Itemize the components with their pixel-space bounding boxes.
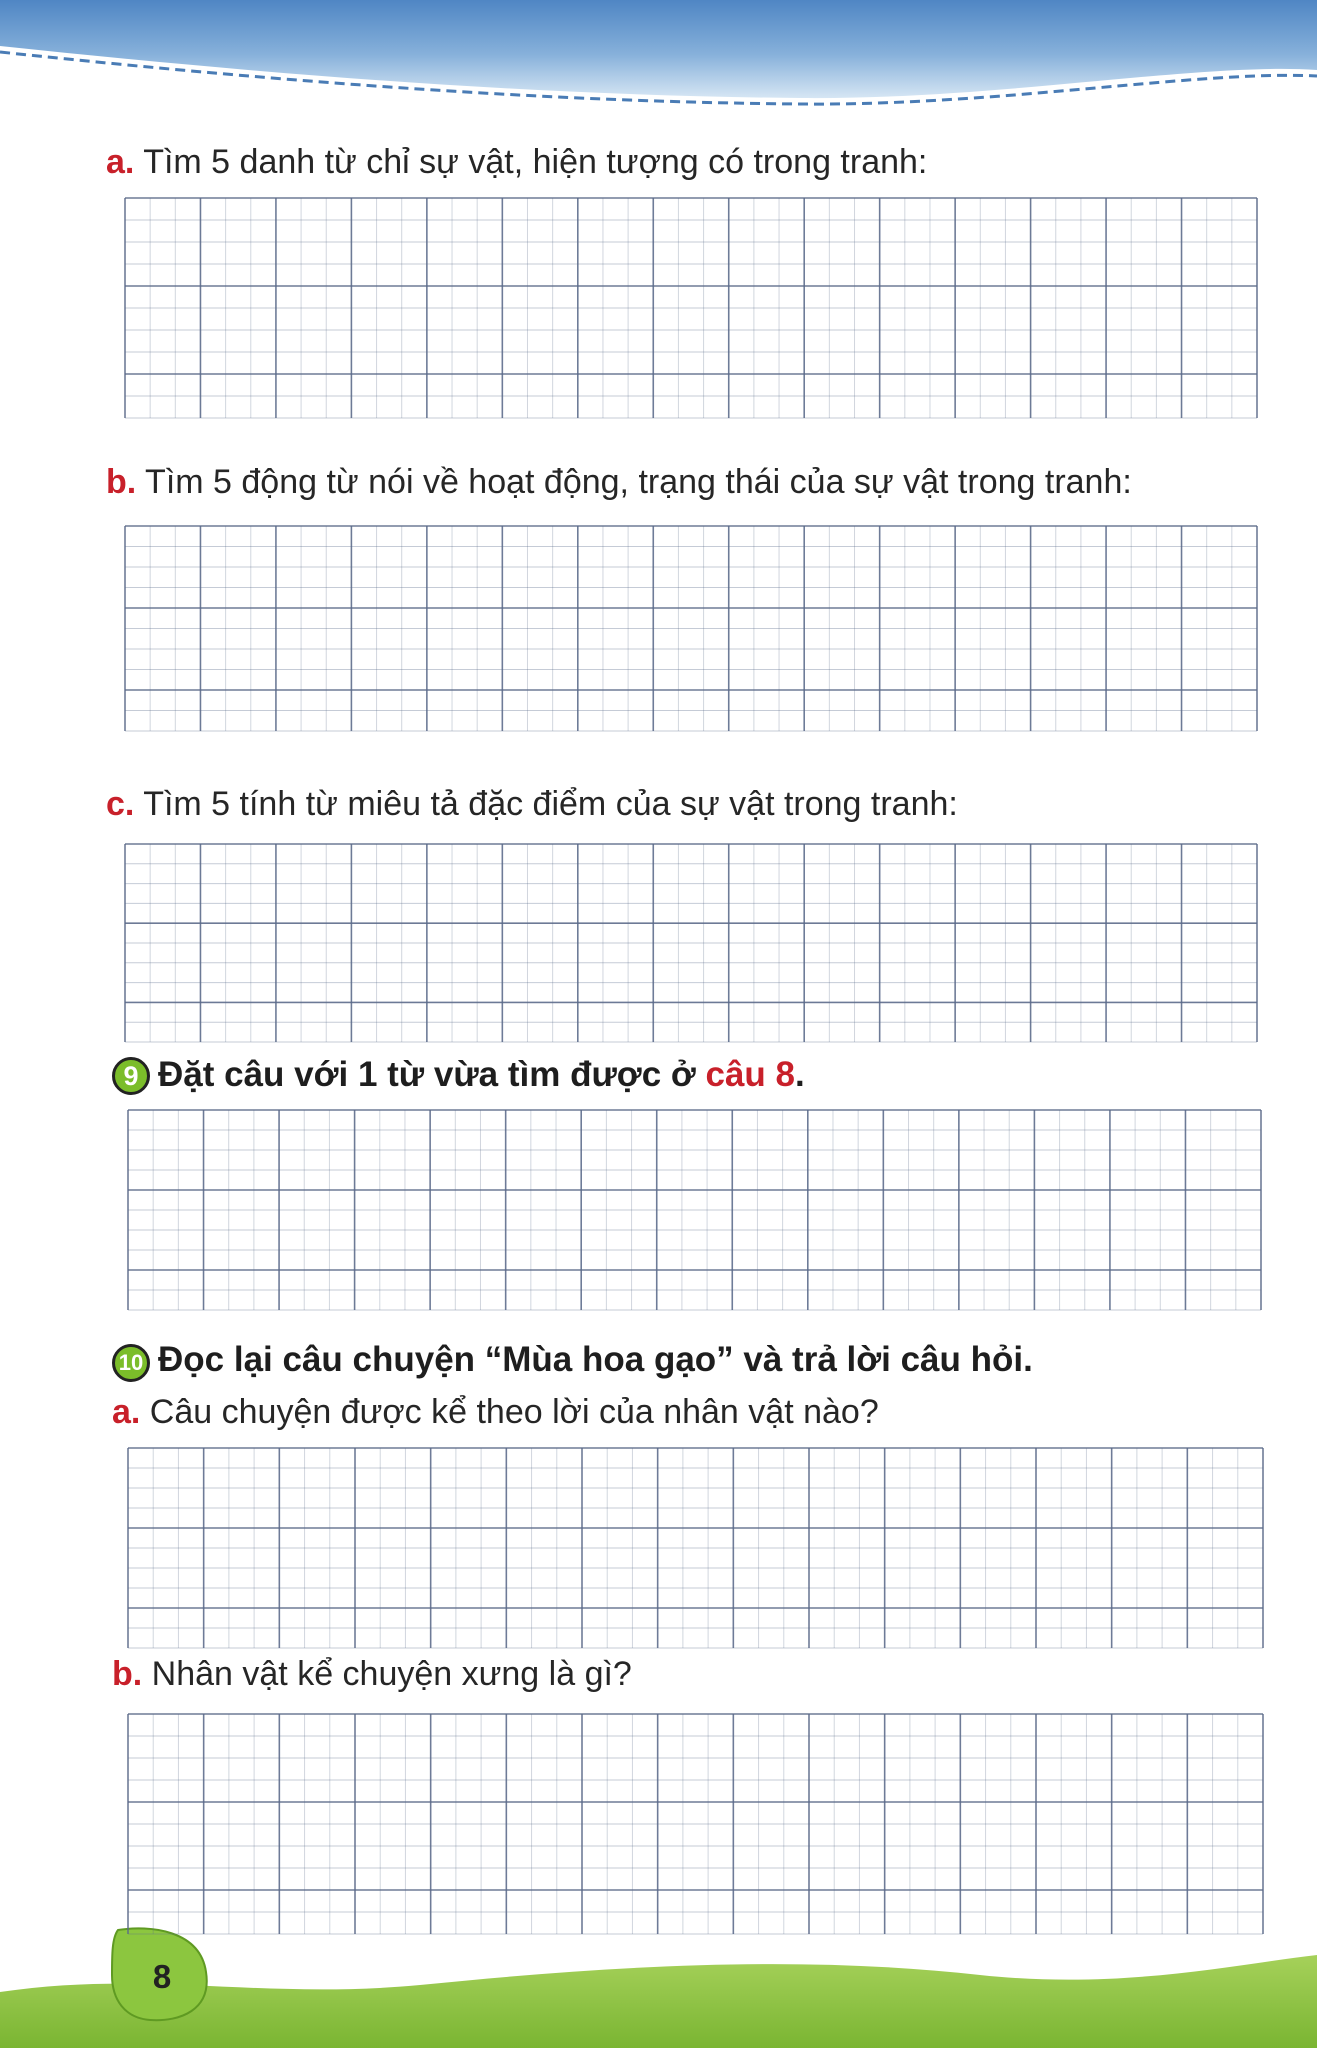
exercise-text: Đặt câu với 1 từ vừa tìm được ở <box>158 1055 706 1094</box>
question-letter: b. <box>106 463 137 501</box>
exercise-number-badge: 9 <box>112 1057 150 1095</box>
question-text: Tìm 5 động từ nói về hoạt động, trạng thái của sự vật trong tranh: <box>136 463 1132 501</box>
exercise-reference: câu 8 <box>705 1055 795 1094</box>
question-text: Nhân vật kể chuyện xưng là gì? <box>142 1655 632 1693</box>
question-text: Tìm 5 tính từ miêu tả đặc điểm của sự vật trong tranh: <box>134 785 958 823</box>
question-10a <box>112 1390 879 1434</box>
question-text: Tìm 5 danh từ chỉ sự vật, hiện tượng có trong tranh: <box>134 143 928 181</box>
question-10b <box>112 1652 632 1696</box>
question-text: Câu chuyện được kể theo lời của nhân vật nào? <box>140 1393 879 1431</box>
question-8a <box>106 140 927 184</box>
exercise-text: Đọc lại câu chuyện “Mùa hoa gạo” và trả lời câu hỏi. <box>158 1340 1033 1379</box>
exercise-9-heading <box>112 1053 805 1097</box>
question-8b <box>106 460 1132 504</box>
question-letter: a. <box>112 1393 141 1431</box>
question-letter: a. <box>106 143 135 181</box>
page-number: 8 <box>152 1958 172 1995</box>
exercise-10-heading <box>112 1338 1033 1382</box>
exercise-end: . <box>795 1055 805 1094</box>
question-letter: c. <box>106 785 135 823</box>
question-8c <box>106 782 958 826</box>
question-letter: b. <box>112 1655 143 1693</box>
exercise-number-badge: 10 <box>112 1344 150 1382</box>
